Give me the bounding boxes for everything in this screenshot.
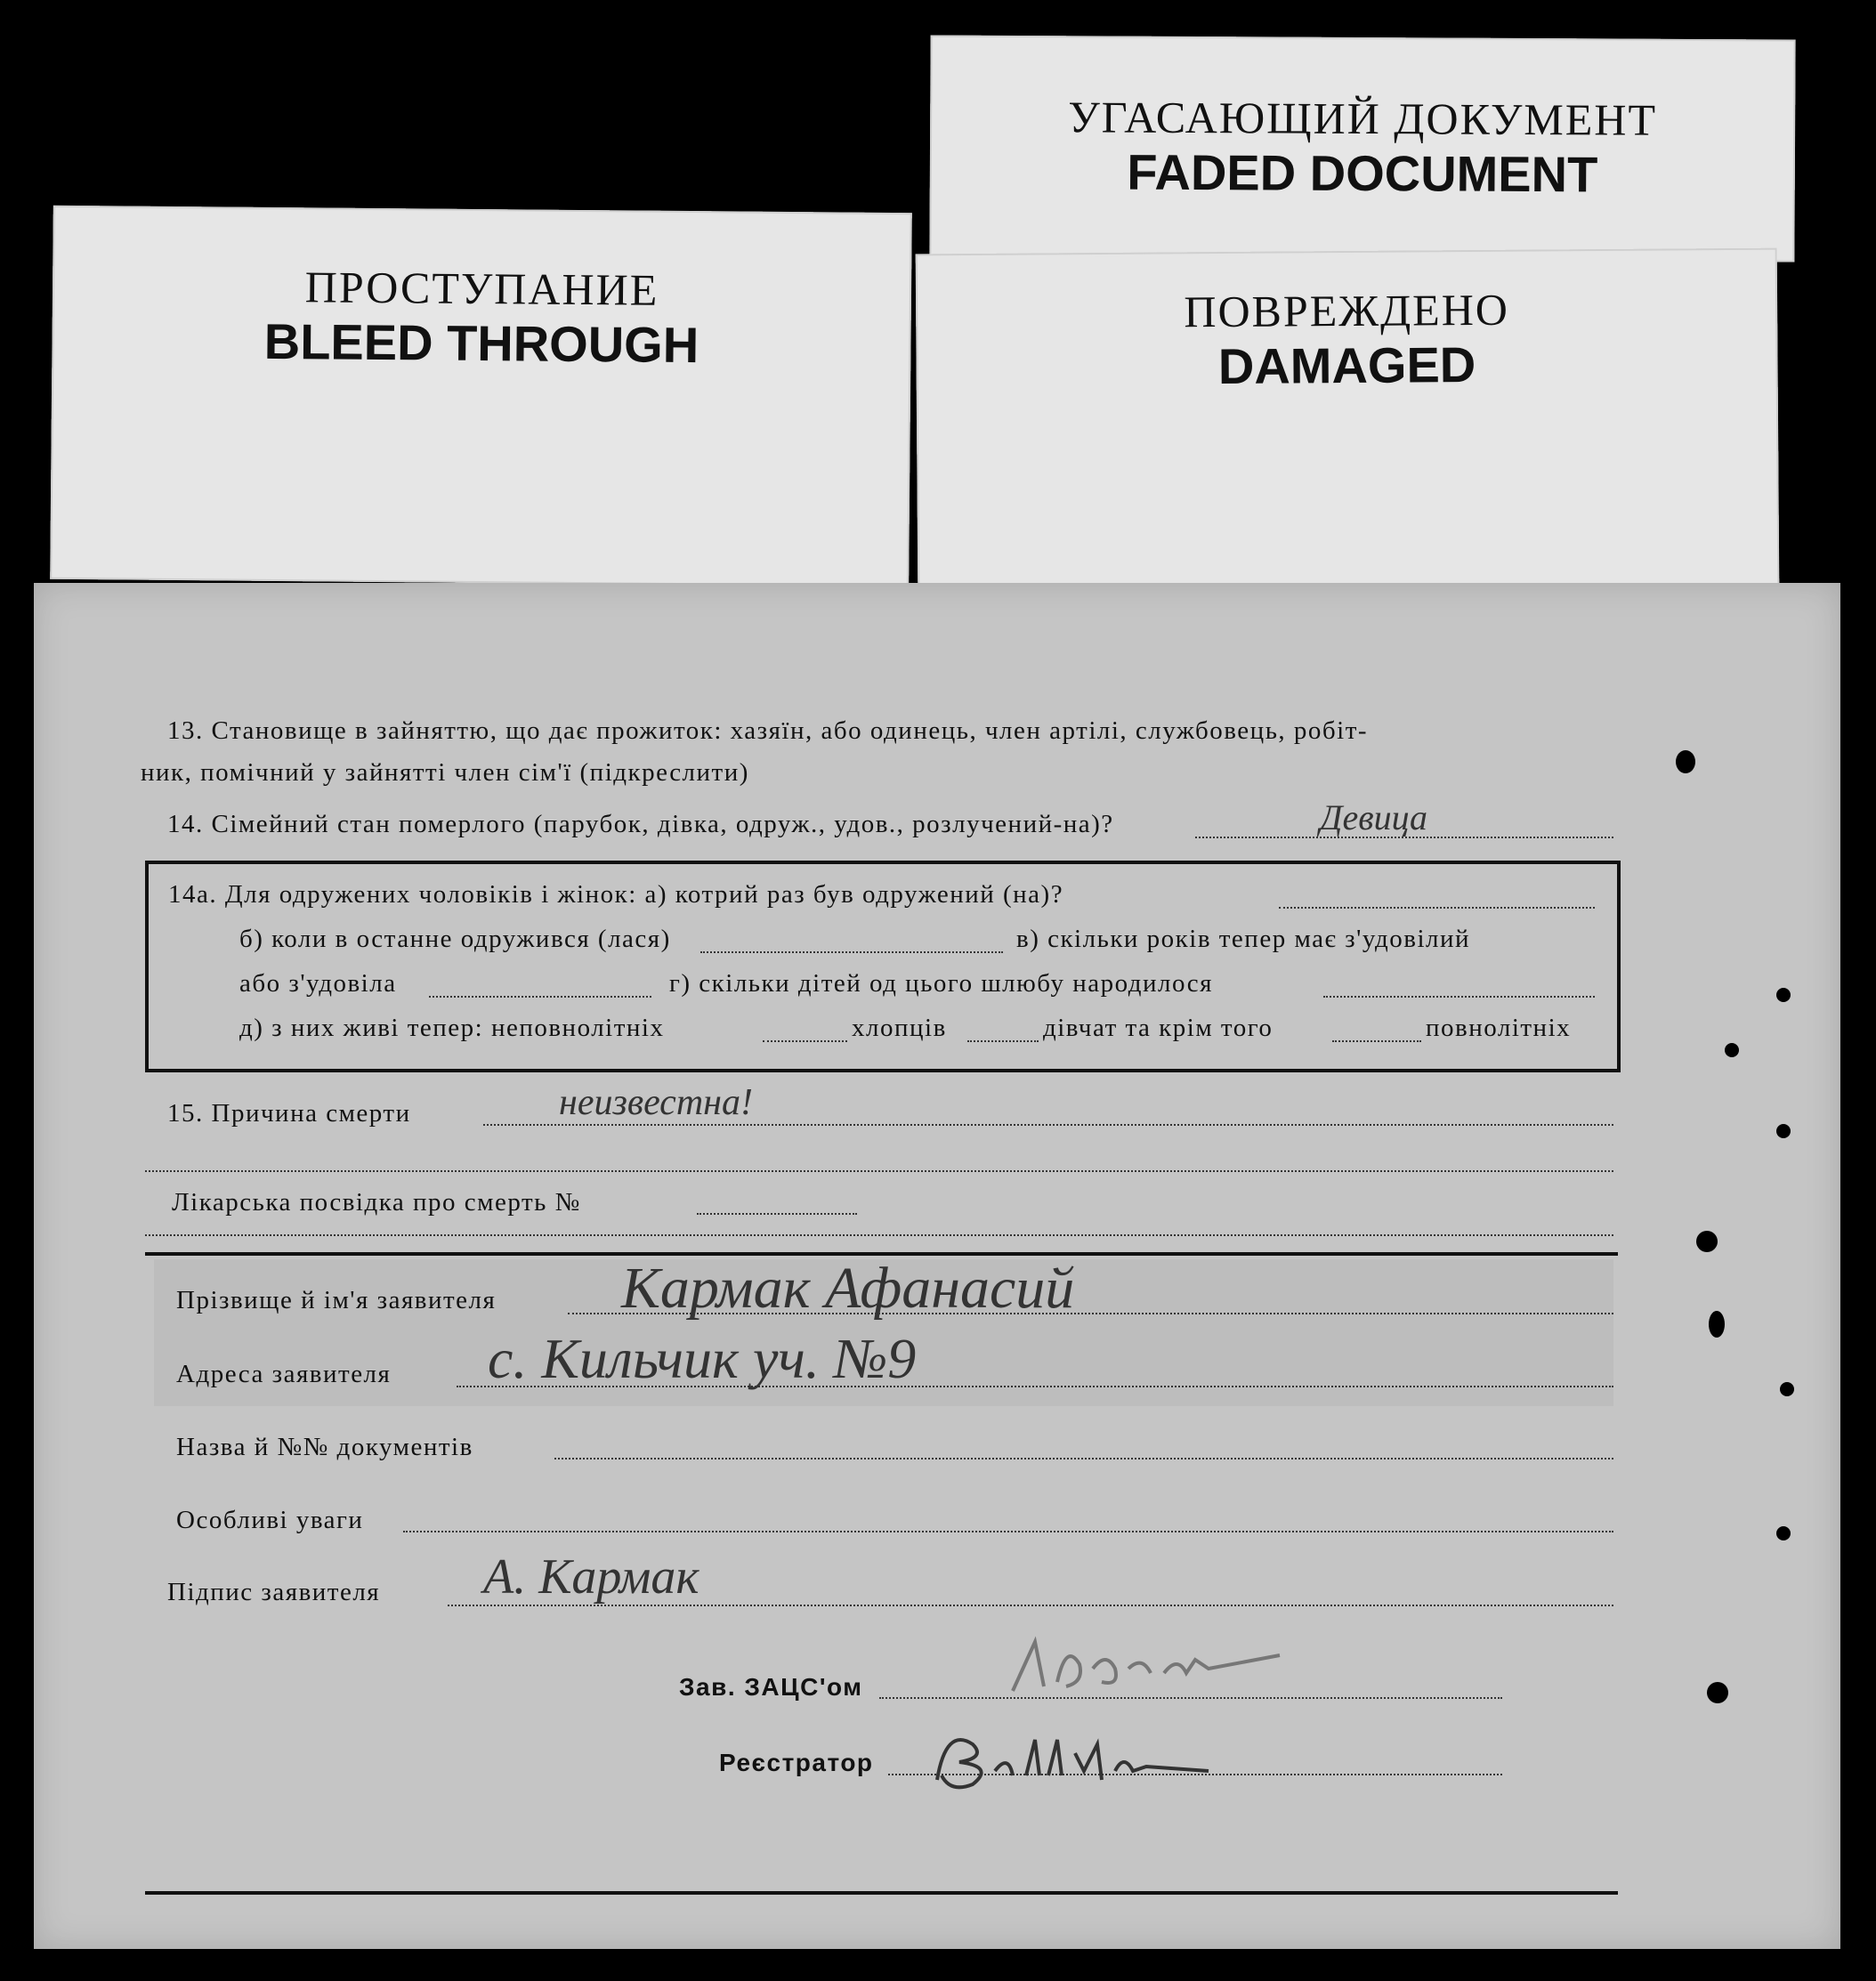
damage-hole xyxy=(1707,1682,1728,1703)
damaged-ru-label: ПОВРЕЖДЕНО xyxy=(1184,284,1510,337)
q14a-line2b: в) скільки років тепер має з'удовілий xyxy=(1016,925,1471,953)
damage-hole xyxy=(1780,1382,1794,1396)
faded-en-label: FADED DOCUMENT xyxy=(1127,143,1598,203)
damage-hole xyxy=(1776,1124,1791,1138)
damage-hole xyxy=(1776,1526,1791,1540)
q13-line2: ник, помічний у зайнятті член сім'ї (підкреслити) xyxy=(141,758,749,787)
damaged-en-label: DAMAGED xyxy=(1217,336,1476,395)
faded-document-card xyxy=(929,35,1795,262)
faded-ru-label: УГАСАЮЩИЙ ДОКУМЕНТ xyxy=(1068,92,1658,145)
damage-hole xyxy=(1776,988,1791,1002)
q14a-line1: 14а. Для одружених чоловіків і жінок: а) котрий раз був одружений (на)? xyxy=(168,880,1064,909)
q14a-line4c: дівчат та крім того xyxy=(1043,1014,1274,1042)
head-label: Зав. ЗАЦС'ом xyxy=(679,1673,863,1701)
bleed-en-label: BLEED THROUGH xyxy=(263,312,699,374)
q14a-box xyxy=(145,861,1621,1072)
bleed-through-card xyxy=(50,206,912,586)
bleed-ru-label: ПРОСТУПАНИЕ xyxy=(304,262,659,315)
q14a-line4b: хлопців xyxy=(852,1014,947,1042)
applicant-signature: А. Кармак xyxy=(483,1549,699,1605)
applicant-name-label: Прізвище й ім'я заявителя xyxy=(176,1286,497,1314)
registrar-label: Реєстратор xyxy=(719,1749,874,1776)
q14-answer: Девица xyxy=(1320,797,1428,837)
signature-label: Підпис заявителя xyxy=(167,1578,381,1606)
q14a-line3b: г) скільки дітей од цього шлюбу народилося xyxy=(669,969,1213,998)
q14a-line4d: повнолітніх xyxy=(1426,1014,1572,1042)
applicant-name: Кармак Афанасий xyxy=(621,1256,1075,1321)
bottom-rule xyxy=(145,1891,1618,1895)
q13-line1: 13. Становище в зайняттю, що дає прожиток: хазяїн, або одинець, член артілі, службовець, робіт- xyxy=(167,716,1369,745)
registration-form xyxy=(34,583,1840,1949)
documents-label: Назва й №№ документів xyxy=(176,1433,473,1461)
damage-hole xyxy=(1696,1231,1718,1252)
q14a-line3a: або з'удовіла xyxy=(239,969,397,998)
med-cert-label: Лікарська посвідка про смерть № xyxy=(172,1188,581,1217)
q14a-line2a: б) коли в останне одружився (лася) xyxy=(239,925,671,953)
q15-label: 15. Причина смерти xyxy=(167,1099,411,1128)
q14-label: 14. Сімейний стан померлого (парубок, дівка, одруж., удов., розлучений-на)? xyxy=(167,810,1114,838)
damage-hole xyxy=(1725,1043,1739,1057)
notes-label: Особливі уваги xyxy=(176,1506,364,1534)
applicant-addr: с. Кильчик уч. №9 xyxy=(488,1327,917,1390)
applicant-addr-label: Адреса заявителя xyxy=(176,1360,392,1388)
registrar-signature xyxy=(924,1718,1217,1798)
q15-answer: неизвестна! xyxy=(559,1082,753,1123)
head-signature xyxy=(995,1624,1289,1704)
damaged-card xyxy=(916,248,1780,593)
damage-hole xyxy=(1676,750,1695,773)
q14a-line4a: д) з них живі тепер: неповнолітніх xyxy=(239,1014,665,1042)
damage-hole xyxy=(1709,1311,1725,1338)
